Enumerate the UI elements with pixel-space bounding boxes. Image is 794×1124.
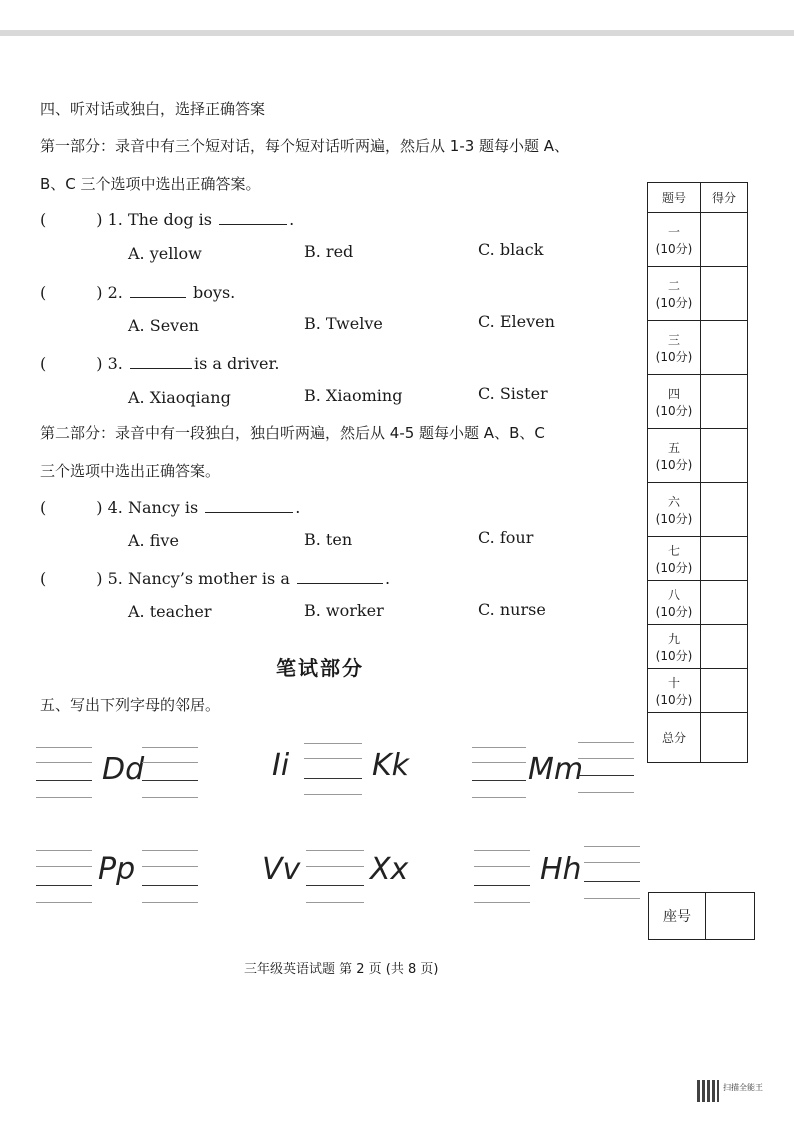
- section5-title: 五、写出下列字母的邻居。: [40, 696, 221, 714]
- row-number: 六: [667, 494, 680, 509]
- qr-code-icon: [697, 1080, 719, 1102]
- guide-line: [36, 762, 92, 763]
- letter-Dd: Dd: [102, 752, 145, 787]
- q4-option-b: B. ten: [304, 530, 353, 549]
- part1-instruction-line1: 第一部分：录音中有三个短对话，每个短对话听两遍，然后从 1-3 题每小题 A、: [40, 137, 570, 155]
- letter-Pp: Pp: [98, 852, 136, 887]
- guide-line: [304, 794, 362, 795]
- row-points: (10分): [655, 295, 693, 310]
- score-total-label: 总分: [648, 713, 701, 763]
- letter-Xx: Xx: [370, 852, 409, 887]
- question-2: [40, 281, 235, 302]
- q4-option-a: A. five: [128, 531, 179, 550]
- answer-paren-close: ): [96, 354, 103, 373]
- letter-Ii: Ii: [272, 748, 290, 783]
- score-cell[interactable]: [701, 669, 748, 713]
- guide-line: [142, 747, 198, 748]
- scan-edge-bar: [0, 30, 794, 36]
- score-row-2: [648, 267, 701, 321]
- guide-line: [36, 902, 92, 903]
- question-text: 5. Nancy’s mother is a: [107, 569, 290, 588]
- guide-line: [306, 866, 364, 867]
- guide-line: [142, 902, 198, 903]
- letter-Vv: Vv: [262, 852, 301, 887]
- score-row-9: [648, 625, 701, 669]
- q1-option-b: B. red: [304, 242, 354, 261]
- q1-option-a: A. yellow: [128, 244, 202, 263]
- answer-line[interactable]: [306, 885, 364, 886]
- guide-line: [306, 850, 364, 851]
- score-row-1: [648, 213, 701, 267]
- answer-line[interactable]: [584, 881, 640, 882]
- q3-option-c: C. Sister: [478, 384, 548, 403]
- score-total-cell[interactable]: [701, 713, 748, 763]
- question-tail: boys.: [193, 283, 236, 302]
- guide-line: [306, 902, 364, 903]
- row-points: (10分): [655, 648, 693, 663]
- answer-paren-open: (: [40, 283, 47, 302]
- row-points: (10分): [655, 560, 693, 575]
- answer-paren-open: (: [40, 210, 47, 229]
- answer-paren-open: (: [40, 498, 47, 517]
- q3-option-b: B. Xiaoming: [304, 386, 403, 405]
- question-tail: .: [384, 569, 391, 588]
- q5-option-b: B. worker: [304, 601, 384, 620]
- fill-blank-2[interactable]: [130, 281, 186, 298]
- page-footer: 三年级英语试题 第 2 页 (共 8 页): [244, 962, 439, 977]
- score-cell[interactable]: [701, 483, 748, 537]
- score-header-number: 题号: [648, 183, 701, 213]
- section4-title: 四、听对话或独白，选择正确答案: [40, 100, 266, 118]
- answer-paren-open: (: [40, 569, 47, 588]
- answer-line[interactable]: [36, 780, 92, 781]
- score-row-5: [648, 429, 701, 483]
- guide-line: [578, 792, 634, 793]
- answer-line[interactable]: [304, 778, 362, 779]
- row-points: (10分): [655, 692, 693, 707]
- score-row-10: [648, 669, 701, 713]
- guide-line: [474, 866, 530, 867]
- fill-blank-3[interactable]: [130, 352, 192, 369]
- answer-line[interactable]: [472, 780, 526, 781]
- question-3: [40, 352, 279, 373]
- row-points: (10分): [655, 457, 693, 472]
- question-tail: .: [295, 498, 301, 517]
- part1-instruction-line2: B、C 三个选项中选出正确答案。: [40, 175, 261, 193]
- answer-paren-close: ): [96, 569, 103, 588]
- guide-line: [142, 797, 198, 798]
- question-text: 3.: [107, 354, 123, 373]
- guide-line: [474, 902, 530, 903]
- guide-line: [36, 866, 92, 867]
- row-points: (10分): [655, 403, 693, 418]
- question-4: [40, 496, 300, 517]
- row-number: 十: [667, 675, 680, 690]
- guide-line: [472, 762, 526, 763]
- seat-label: 座号: [649, 893, 706, 940]
- row-number: 七: [667, 543, 680, 558]
- fill-blank-1[interactable]: [219, 208, 287, 225]
- guide-line: [142, 762, 198, 763]
- score-cell[interactable]: [701, 213, 748, 267]
- row-number: 三: [667, 332, 680, 347]
- score-header-score: 得分: [701, 183, 748, 213]
- fill-blank-4[interactable]: [205, 496, 293, 513]
- guide-line: [36, 797, 92, 798]
- q2-option-a: A. Seven: [128, 316, 199, 335]
- guide-line: [36, 850, 92, 851]
- letter-Mm: Mm: [528, 752, 584, 787]
- guide-line: [36, 747, 92, 748]
- score-cell[interactable]: [701, 581, 748, 625]
- guide-line: [304, 743, 362, 744]
- score-row-8: [648, 581, 701, 625]
- part2-instruction-line2: 三个选项中选出正确答案。: [40, 462, 221, 480]
- answer-paren-close: ): [96, 283, 103, 302]
- question-tail: .: [289, 210, 295, 229]
- q5-option-c: C. nurse: [478, 600, 546, 619]
- guide-line: [472, 747, 526, 748]
- part2-instruction-line1: 第二部分：录音中有一段独白，独白听两遍，然后从 4-5 题每小题 A、B、C: [40, 424, 545, 442]
- score-row-6: [648, 483, 701, 537]
- question-text: 2.: [107, 283, 123, 302]
- row-number: 八: [667, 587, 680, 602]
- answer-paren-close: ): [96, 210, 103, 229]
- score-row-4: [648, 375, 701, 429]
- seat-number-cell[interactable]: [706, 893, 755, 940]
- letter-Hh: Hh: [540, 852, 582, 887]
- fill-blank-5[interactable]: [297, 567, 383, 584]
- guide-line: [578, 758, 634, 759]
- seat-number-box: [648, 892, 755, 940]
- q4-option-c: C. four: [478, 528, 534, 547]
- guide-line: [142, 866, 198, 867]
- row-number: 二: [667, 278, 680, 293]
- question-text: 1. The dog is: [107, 210, 213, 229]
- letter-Kk: Kk: [372, 748, 410, 783]
- row-number: 四: [667, 386, 680, 401]
- answer-line[interactable]: [36, 885, 92, 886]
- q3-option-a: A. Xiaoqiang: [128, 388, 231, 407]
- score-table: [647, 182, 748, 763]
- guide-line: [584, 846, 640, 847]
- q2-option-c: C. Eleven: [478, 312, 555, 331]
- row-number: 一: [667, 224, 680, 239]
- score-cell[interactable]: [701, 625, 748, 669]
- score-row-7: [648, 537, 701, 581]
- score-cell[interactable]: [701, 321, 748, 375]
- row-points: (10分): [655, 511, 693, 526]
- score-cell[interactable]: [701, 537, 748, 581]
- answer-line[interactable]: [578, 775, 634, 776]
- guide-line: [472, 797, 526, 798]
- q1-option-c: C. black: [478, 240, 544, 259]
- row-number: 九: [667, 631, 680, 646]
- guide-line: [474, 850, 530, 851]
- row-points: (10分): [655, 349, 693, 364]
- guide-line: [578, 742, 634, 743]
- guide-line: [304, 758, 362, 759]
- guide-line: [584, 862, 640, 863]
- question-text: 4. Nancy is: [107, 498, 199, 517]
- q5-option-a: A. teacher: [128, 602, 212, 621]
- writing-part-title: 笔试部分: [276, 656, 364, 680]
- score-cell[interactable]: [701, 375, 748, 429]
- score-cell[interactable]: [701, 267, 748, 321]
- row-points: (10分): [655, 604, 693, 619]
- score-cell[interactable]: [701, 429, 748, 483]
- scanner-watermark: 扫描全能王: [723, 1083, 763, 1092]
- guide-line: [142, 850, 198, 851]
- answer-line[interactable]: [142, 780, 198, 781]
- answer-line[interactable]: [142, 885, 198, 886]
- row-points: (10分): [655, 241, 693, 256]
- answer-line[interactable]: [474, 885, 530, 886]
- question-tail: is a driver.: [193, 354, 280, 373]
- answer-paren-open: (: [40, 354, 47, 373]
- question-1: [40, 208, 294, 229]
- score-row-3: [648, 321, 701, 375]
- q2-option-b: B. Twelve: [304, 314, 383, 333]
- row-number: 五: [667, 440, 680, 455]
- question-5: [40, 567, 390, 588]
- guide-line: [584, 898, 640, 899]
- answer-paren-close: ): [96, 498, 103, 517]
